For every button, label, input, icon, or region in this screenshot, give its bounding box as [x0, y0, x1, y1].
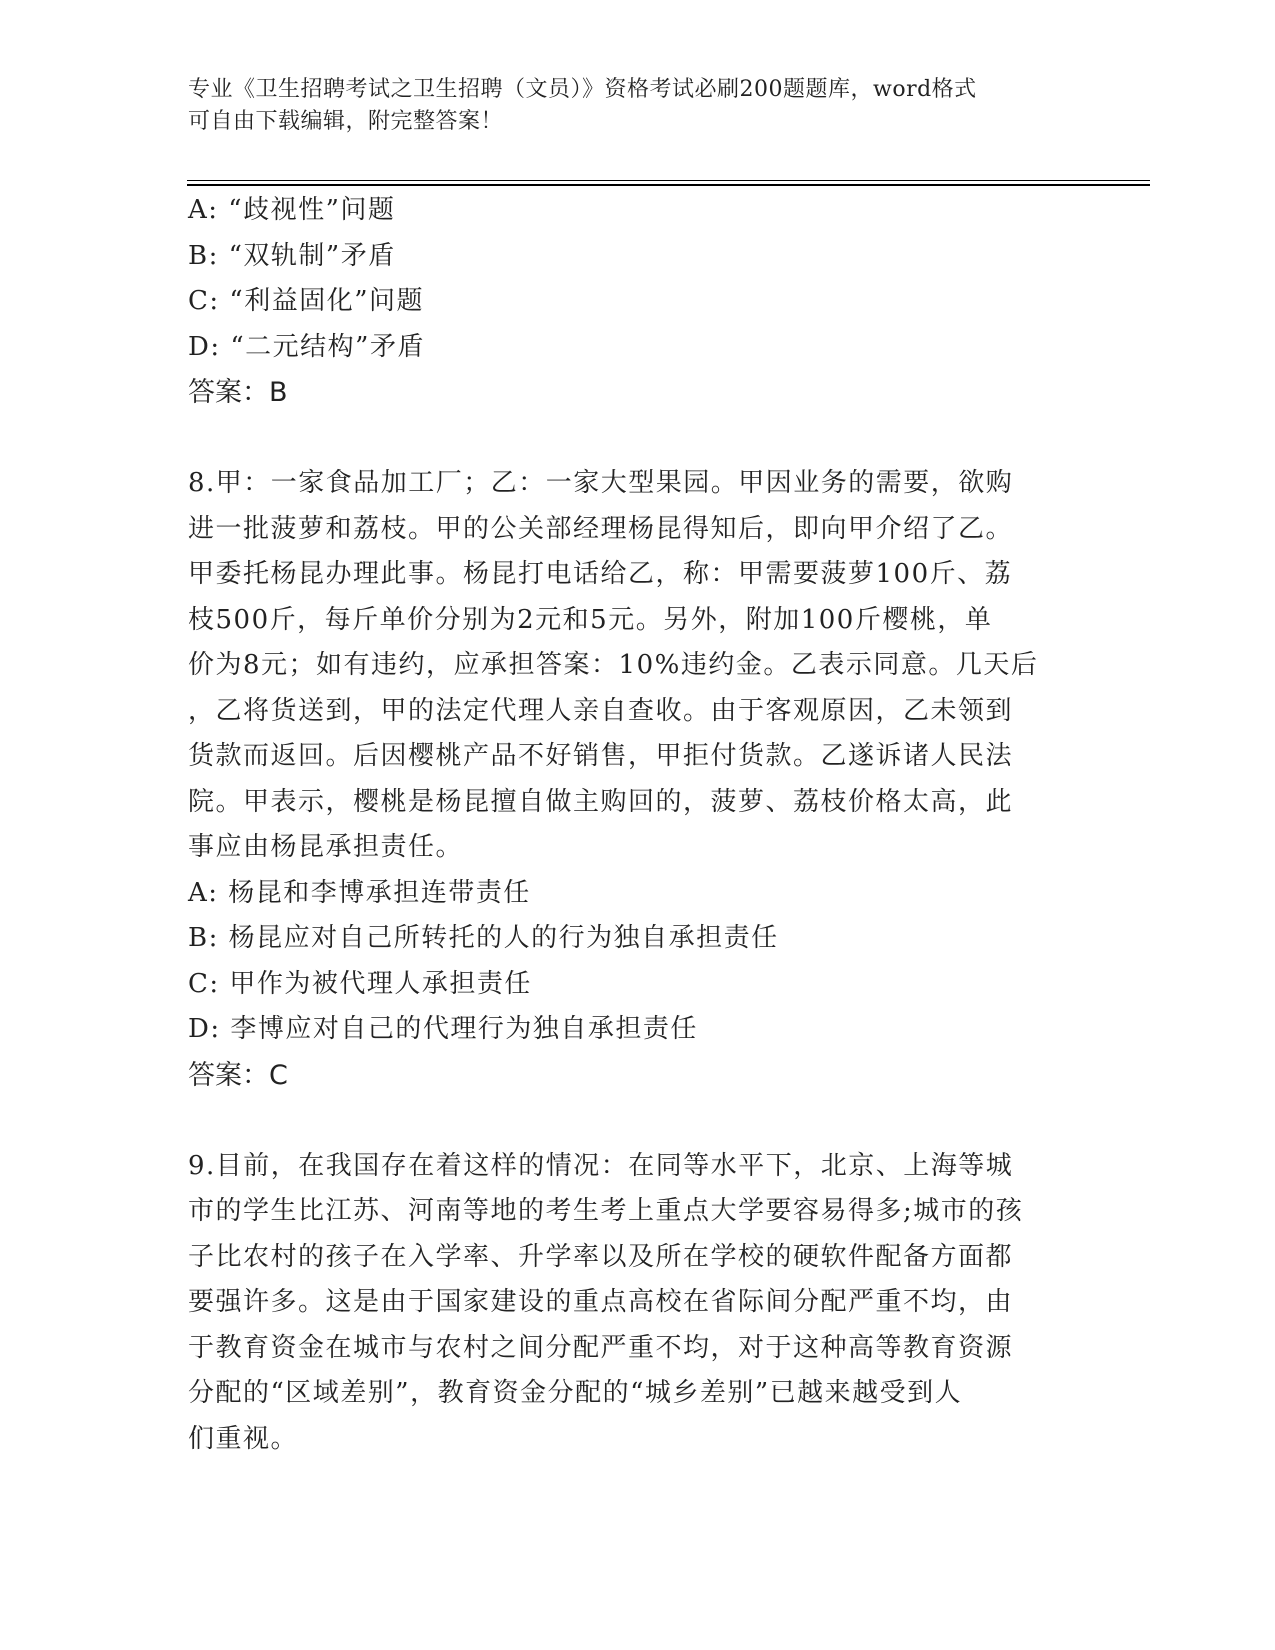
question-9 [188, 1144, 1088, 1463]
spacer [188, 1099, 1088, 1144]
question-text-line: 院。甲表示，樱桃是杨昆擅自做主购回的，菠萝、荔枝价格太高，此 [188, 786, 1014, 817]
option-a: A: 杨昆和李博承担连带责任 [188, 877, 531, 908]
question-text-line: 市的学生比江苏、河南等地的考生考上重点大学要容易得多;城市的孩 [188, 1196, 1024, 1226]
document-header [188, 74, 1088, 138]
question-text-line: 于教育资金在城市与农村之间分配严重不均，对于这种高等教育资源 [188, 1332, 1014, 1363]
document-body [188, 188, 1088, 1462]
option-b: B: “双轨制”矛盾 [188, 240, 396, 271]
question-text-line: 事应由杨昆承担责任。 [188, 832, 464, 862]
question-text-line: 货款而返回。后因樱桃产品不好销售，甲拒付货款。乙遂诉诸人民法 [188, 741, 1014, 771]
question-text-line: 价为8元；如有违约，应承担答案：10%违约金。乙表示同意。几天后 [188, 650, 1039, 680]
spacer [188, 416, 1088, 461]
question-7-options [188, 188, 1088, 370]
question-8 [188, 461, 1088, 1099]
option-d: D: 李博应对自己的代理行为独自承担责任 [188, 1014, 698, 1044]
question-text-line: 们重视。 [188, 1423, 299, 1454]
question-8-answer: 答案：C [188, 1059, 288, 1091]
option-d: D: “二元结构”矛盾 [188, 331, 425, 362]
option-b: B: 杨昆应对自己所转托的人的行为独自承担责任 [188, 923, 779, 953]
question-text-line: 8.甲：一家食品加工厂；乙：一家大型果园。甲因业务的需要，欲购 [188, 468, 1014, 498]
question-8-options [188, 871, 1088, 1053]
option-c: C: 甲作为被代理人承担责任 [188, 968, 532, 999]
question-text-line: 要强许多。这是由于国家建设的重点高校在省际间分配严重不均，由 [188, 1287, 1014, 1317]
question-text-line: 分配的“区域差别”，教育资金分配的“城乡差别”已越来越受到人 [188, 1378, 963, 1408]
question-8-text [188, 461, 1088, 871]
header-line-2: 可自由下载编辑，附完整答案！ [188, 109, 504, 134]
question-7-answer: 答案：B [188, 377, 288, 408]
question-text-line: 子比农村的孩子在入学率、升学率以及所在学校的硬软件配备方面都 [188, 1241, 1014, 1272]
question-text-line: ，乙将货送到，甲的法定代理人亲自查收。由于客观原因，乙未领到 [188, 695, 1014, 726]
question-text-line: 9.目前，在我国存在着这样的情况：在同等水平下，北京、上海等城 [188, 1150, 1014, 1181]
header-divider [187, 180, 1150, 186]
question-9-text [188, 1144, 1088, 1463]
question-text-line: 枝500斤，每斤单价分别为2元和5元。另外，附加100斤樱桃，单 [188, 604, 993, 635]
option-c: C: “利益固化”问题 [188, 286, 425, 316]
header-line-1: 专业《卫生招聘考试之卫生招聘（文员）》资格考试必刷200题题库，word格式 [188, 77, 977, 102]
option-a: A: “歧视性”问题 [188, 195, 396, 225]
question-text-line: 进一批菠萝和荔枝。甲的公关部经理杨昆得知后，即向甲介绍了乙。 [188, 513, 1014, 544]
question-text-line: 甲委托杨昆办理此事。杨昆打电话给乙，称：甲需要菠萝100斤、荔 [188, 559, 1013, 589]
